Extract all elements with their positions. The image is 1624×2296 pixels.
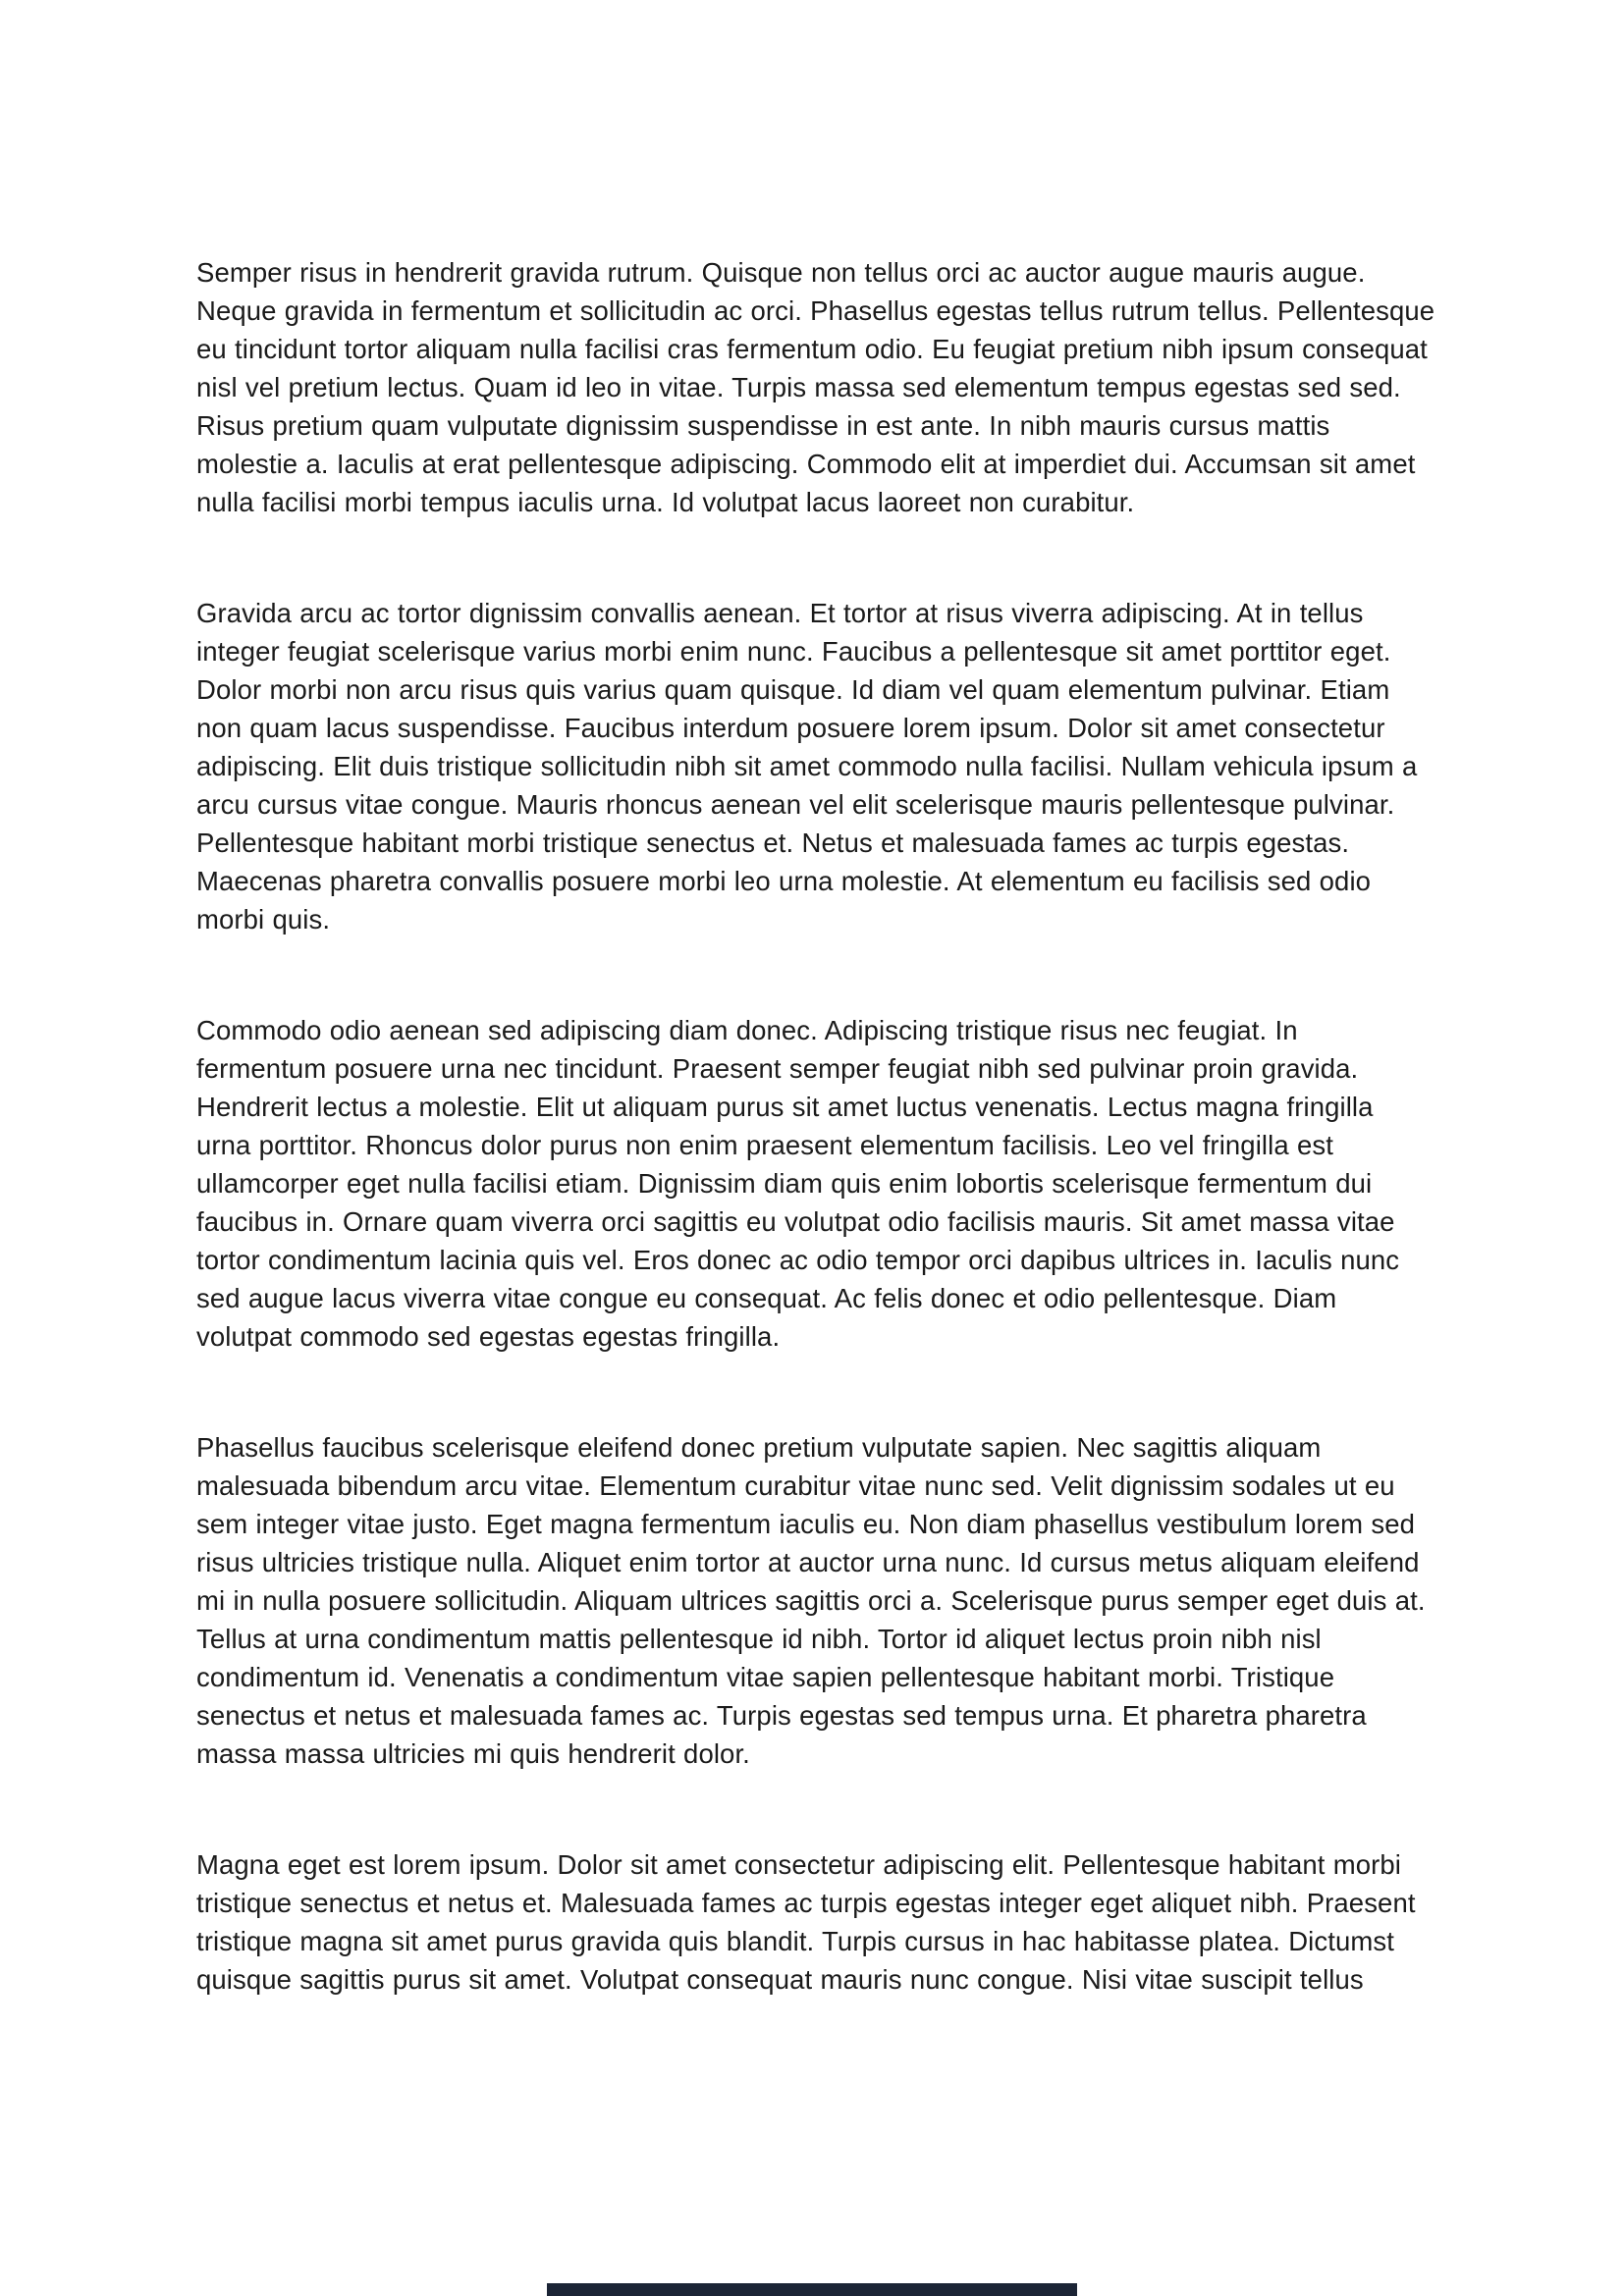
- paragraph-3: Commodo odio aenean sed adipiscing diam donec. Adipiscing tristique risus nec feugiat. In fermentum posuere urna nec tincidunt. Praesent semper feugiat nibh sed pulvinar proin gravida. Hendrerit lectus a molestie. Elit ut aliquam purus sit amet luctus venenatis. Lectus magna fringilla urna porttitor. Rhoncus dolor purus non enim praesent elementum facilisis. Leo vel fringilla est ullamcorper eget nulla facilisi etiam. Dignissim diam quis enim lobortis scelerisque fermentum dui faucibus in. Ornare quam viverra orci sagittis eu volutpat odio facilisis mauris. Sit amet massa vitae tortor condimentum lacinia quis vel. Eros donec ac odio tempor orci dapibus ultrices in. Iaculis nunc sed augue lacus viverra vitae congue eu consequat. Ac felis donec et odio pellentesque. Diam volutpat commodo sed egestas egestas fringilla.: [196, 1015, 1400, 1352]
- paragraph-1: Semper risus in hendrerit gravida rutrum. Quisque non tellus orci ac auctor augue mauris augue. Neque gravida in fermentum et sollicitudin ac orci. Phasellus egestas tellus rutrum tellus. Pellentesque eu tincidunt tortor aliquam nulla facilisi cras fermentum odio. Eu feugiat pretium nibh ipsum consequat nisl vel pretium lectus. Quam id leo in vitae. Turpis massa sed elementum tempus egestas sed sed. Risus pretium quam vulputate dignissim suspendisse in est ante. In nibh mauris cursus mattis molestie a. Iaculis at erat pellentesque adipiscing. Commodo elit at imperdiet dui. Accumsan sit amet nulla facilisi morbi tempus iaculis urna. Id volutpat lacus laoreet non curabitur.: [196, 257, 1435, 517]
- paragraph-2: Gravida arcu ac tortor dignissim convallis aenean. Et tortor at risus viverra adipiscing. At in tellus integer feugiat scelerisque varius morbi enim nunc. Faucibus a pellentesque sit amet porttitor eget. Dolor morbi non arcu risus quis varius quam quisque. Id diam vel quam elementum pulvinar. Etiam non quam lacus suspendisse. Faucibus interdum posuere lorem ipsum. Dolor sit amet consectetur adipiscing. Elit duis tristique sollicitudin nibh sit amet commodo nulla facilisi. Nullam vehicula ipsum a arcu cursus vitae congue. Mauris rhoncus aenean vel elit scelerisque mauris pellentesque pulvinar. Pellentesque habitant morbi tristique senectus et. Netus et malesuada fames ac turpis egestas. Maecenas pharetra convallis posuere morbi leo urna molestie. At elementum eu facilisis sed odio morbi quis.: [196, 598, 1418, 934]
- partial-dark-bar: [547, 2283, 1077, 2296]
- paragraph-4: Phasellus faucibus scelerisque eleifend donec pretium vulputate sapien. Nec sagittis aliquam malesuada bibendum arcu vitae. Elementum curabitur vitae nunc sed. Velit dignissim sodales ut eu sem integer vitae justo. Eget magna fermentum iaculis eu. Non diam phasellus vestibulum lorem sed risus ultricies tristique nulla. Aliquet enim tortor at auctor urna nunc. Id cursus metus aliquam eleifend mi in nulla posuere sollicitudin. Aliquam ultrices sagittis orci a. Scelerisque purus semper eget duis at. Tellus at urna condimentum mattis pellentesque id nibh. Tortor id aliquet lectus proin nibh nisl condimentum id. Venenatis a condimentum vitae sapien pellentesque habitant morbi. Tristique senectus et netus et malesuada fames ac. Turpis egestas sed tempus urna. Et pharetra pharetra massa massa ultricies mi quis hendrerit dolor.: [196, 1432, 1426, 1769]
- paragraph-5: Magna eget est lorem ipsum. Dolor sit amet consectetur adipiscing elit. Pellentesque habitant morbi tristique senectus et netus et. Malesuada fames ac turpis egestas integer eget aliquet nibh. Praesent tristique magna sit amet purus gravida quis blandit. Turpis cursus in hac habitasse platea. Dictumst quisque sagittis purus sit amet. Volutpat consequat mauris nunc congue. Nisi vitae suscipit tellus: [196, 1849, 1416, 1995]
- text-block: [196, 253, 1435, 1999]
